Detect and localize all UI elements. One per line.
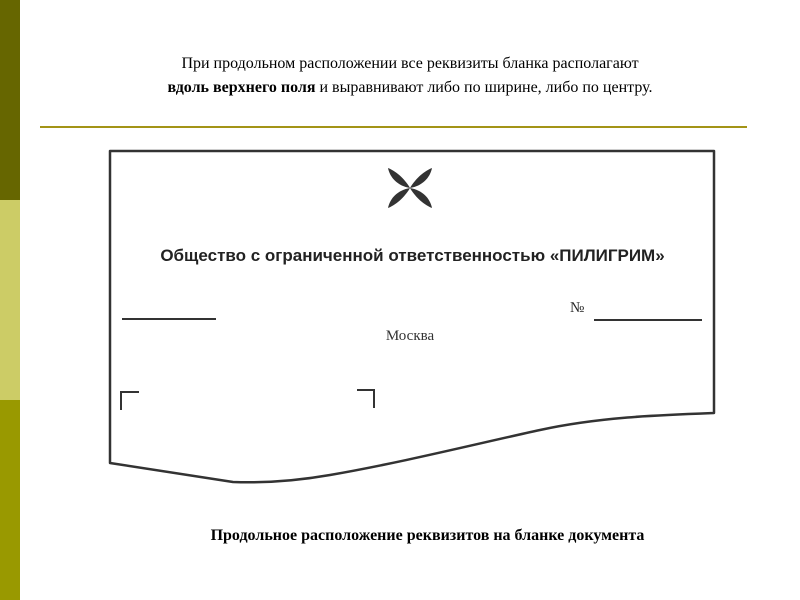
figure-caption: Продольное расположение реквизитов на бланке документа [210, 527, 645, 544]
sidebar-segment-dark [0, 0, 20, 200]
number-sign: № [570, 300, 585, 316]
heading-emphasis: вдоль верхнего поля [167, 79, 316, 96]
heading-line-2-rest: и выравнивают либо по ширине, либо по центру. [315, 79, 653, 96]
organization-name: Общество с ограниченной ответственностью «ПИЛИГРИМ» [160, 246, 665, 265]
heading-divider [40, 126, 747, 128]
slide-heading [40, 52, 780, 100]
letterhead-outline [100, 145, 725, 490]
city-name: Москва [385, 328, 435, 344]
letterhead-form [100, 145, 725, 490]
sidebar-segment-light [0, 200, 20, 400]
heading-line-2 [40, 76, 780, 100]
heading-line-1: При продольном расположении все реквизиты бланка располагают [181, 55, 639, 72]
sidebar-accent-bar [0, 0, 20, 600]
sidebar-segment-olive [0, 400, 20, 600]
